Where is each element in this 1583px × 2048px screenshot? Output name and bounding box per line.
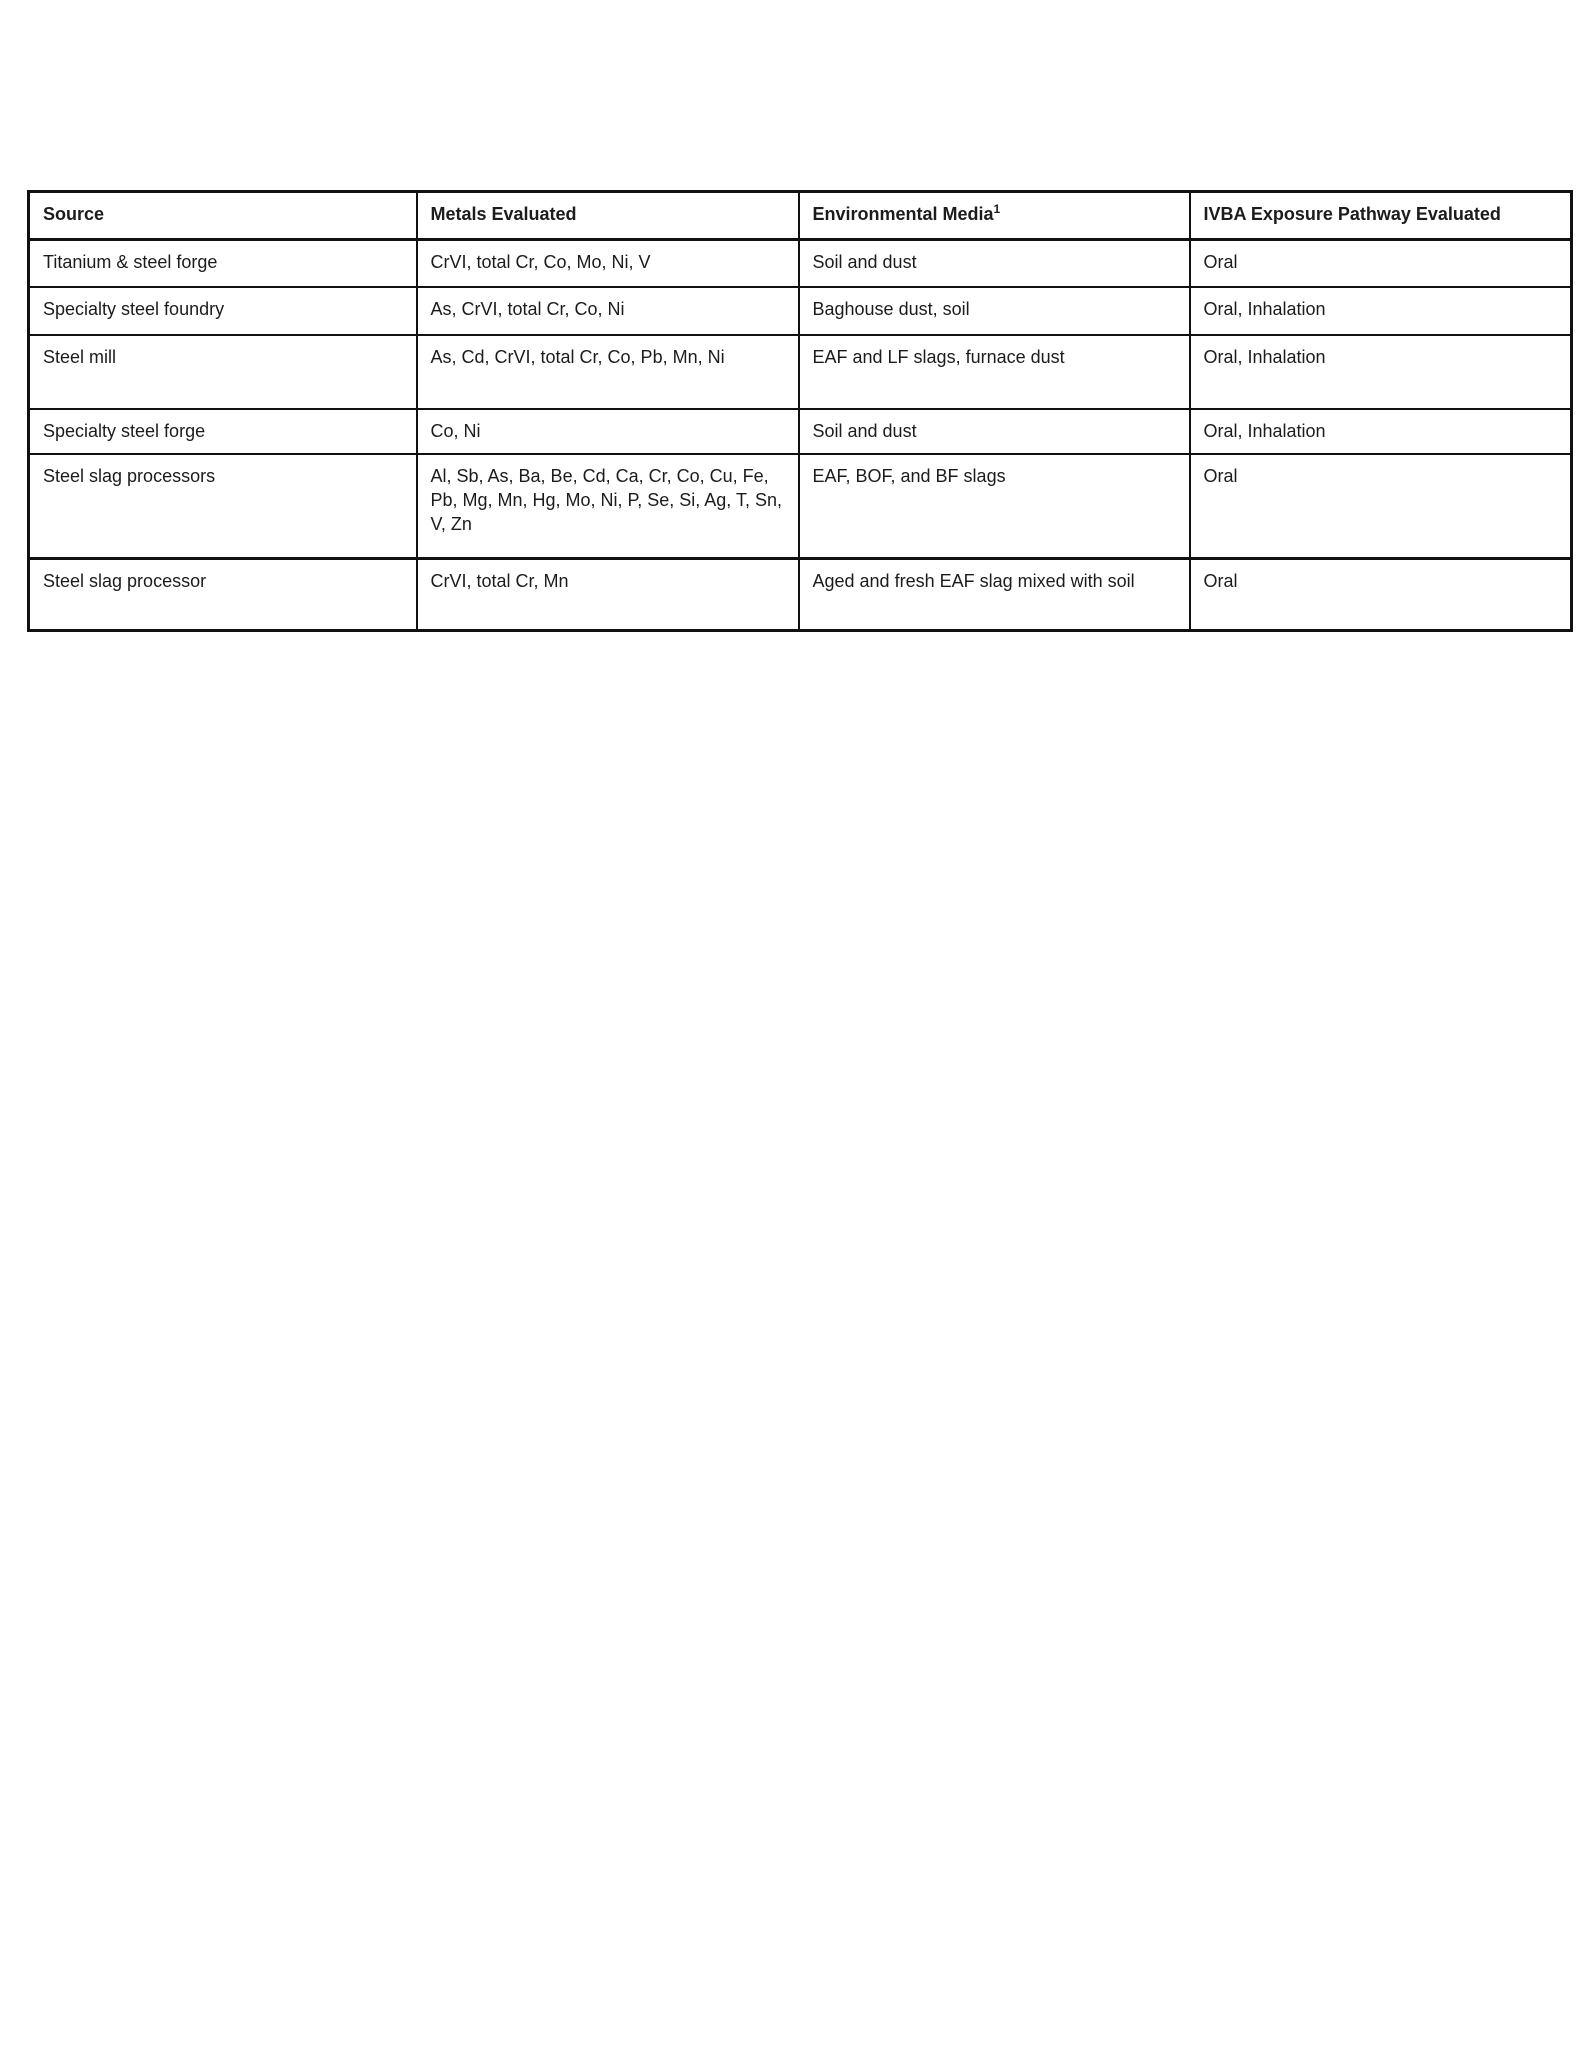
- cell-source: Steel slag processors: [29, 454, 417, 559]
- table-header-row: [29, 192, 1572, 240]
- cell-metals: CrVI, total Cr, Co, Mo, Ni, V: [417, 240, 799, 287]
- ivba-sources-table: [27, 190, 1573, 632]
- column-header-metals: Metals Evaluated: [417, 192, 799, 240]
- cell-metals: Co, Ni: [417, 409, 799, 454]
- cell-pathway: Oral, Inhalation: [1190, 335, 1572, 409]
- footnote-marker: 1: [993, 202, 1001, 216]
- cell-source: Titanium & steel forge: [29, 240, 417, 287]
- cell-source: Specialty steel forge: [29, 409, 417, 454]
- cell-media: EAF, BOF, and BF slags: [799, 454, 1190, 559]
- cell-media: Aged and fresh EAF slag mixed with soil: [799, 559, 1190, 631]
- cell-pathway: Oral: [1190, 559, 1572, 631]
- cell-metals: Al, Sb, As, Ba, Be, Cd, Ca, Cr, Co, Cu, Fe, Pb, Mg, Mn, Hg, Mo, Ni, P, Se, Si, Ag, T, Sn, V, Zn: [417, 454, 799, 559]
- cell-pathway: Oral, Inhalation: [1190, 409, 1572, 454]
- cell-metals: As, Cd, CrVI, total Cr, Co, Pb, Mn, Ni: [417, 335, 799, 409]
- cell-media: Soil and dust: [799, 409, 1190, 454]
- cell-media: EAF and LF slags, furnace dust: [799, 335, 1190, 409]
- cell-media: Baghouse dust, soil: [799, 287, 1190, 335]
- column-header-media-label: Environmental Media: [812, 204, 994, 224]
- cell-media: Soil and dust: [799, 240, 1190, 287]
- table-row: [29, 559, 1572, 631]
- cell-metals: CrVI, total Cr, Mn: [417, 559, 799, 631]
- table-row: [29, 240, 1572, 287]
- table-row: [29, 335, 1572, 409]
- table-row: [29, 409, 1572, 454]
- column-header-media: [799, 192, 1190, 240]
- cell-pathway: Oral, Inhalation: [1190, 287, 1572, 335]
- column-header-source: Source: [29, 192, 417, 240]
- cell-source: Steel mill: [29, 335, 417, 409]
- table-row: [29, 454, 1572, 559]
- column-header-pathway: IVBA Exposure Pathway Evaluated: [1190, 192, 1572, 240]
- cell-metals: As, CrVI, total Cr, Co, Ni: [417, 287, 799, 335]
- cell-source: Steel slag processor: [29, 559, 417, 631]
- cell-pathway: Oral: [1190, 454, 1572, 559]
- cell-source: Specialty steel foundry: [29, 287, 417, 335]
- cell-pathway: Oral: [1190, 240, 1572, 287]
- table-row: [29, 287, 1572, 335]
